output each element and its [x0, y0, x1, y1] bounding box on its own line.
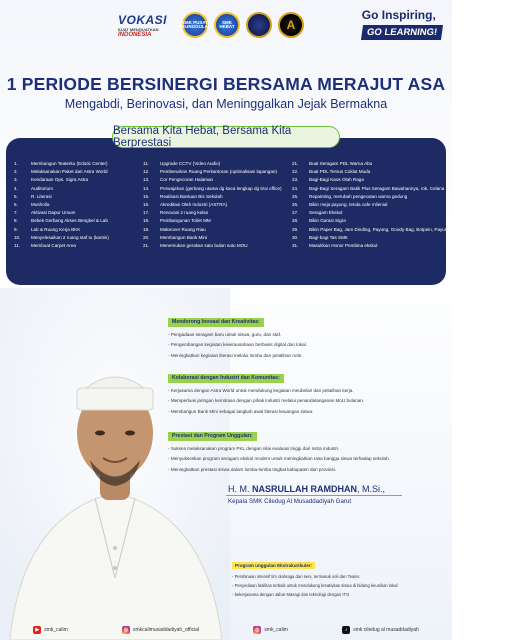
achievement-item: 6. Musholla [14, 202, 50, 208]
list-item: - Kerjasama dengan Astra World untuk mendukung kegiatan meubelair dan pelatihan kerja. [168, 386, 450, 397]
achievement-item: 24. Bagi-Bagi Seragam Batik Plus Seragam Bawahannya, rok, Celana [292, 185, 445, 191]
page-subtitle: Mengabdi, Berinovasi, dan Meninggalkan Jejak Bermakna [64, 97, 388, 111]
tiktok-icon: ♪ [342, 626, 350, 634]
list-item: - Pembinaan intensif tim olahraga dan seni, termasuk voli dan Teater. [232, 572, 444, 581]
slogan-line2: GO LEARNING! [361, 25, 443, 40]
achievement-item: 12. Pembenahan Ruang Perkantoran (optimalisasi lapangan) [143, 169, 277, 175]
achievement-item: 3. Kendaraan Ops. Sigra Astra [14, 177, 89, 183]
program-tag: Kolaborasi dengan Industri dan Komunitas: [168, 374, 284, 383]
list-item: - Pengembangan kegiatan kewirausahaan berbasis digital dan lokal. [168, 340, 450, 351]
achievement-item: 7. Aktivasi Dapur Umum [14, 210, 76, 216]
achievement-item: 23. Bagi-Bagi Kaos Olah Raga [292, 177, 364, 183]
social-tiktok[interactable]: ♪ smk ciledug al musaddadiyah [342, 626, 419, 634]
social-footer [0, 620, 452, 640]
achievement-item: 1. Membangun Teaterku (Edutic Center) [14, 161, 108, 166]
panel-title: Bersama Kita Hebat, Bersama Kita Berprestasi [112, 126, 340, 148]
social-instagram[interactable]: ◎ smk_calim [255, 627, 288, 633]
divider [226, 495, 402, 496]
achievement-item: 10. Menyelesaikan 2 ruang staf tu (kantin) [14, 234, 109, 240]
achievement-item: 9. Lab & Ruang Kerja BKK [14, 226, 81, 232]
achievement-item: 17. Renovasi 2 ruang kelas [143, 210, 209, 216]
list-item: - Sukses melaksanakan program PKL dengan nilai evaluasi tinggi dari mitra industri. [168, 444, 450, 455]
vokasi-logo: VOKASI KUAT MENGUATKAN INDONESIA [118, 12, 168, 38]
achievement-item: 31. Masukkan Honor Pembina ekskul [292, 243, 378, 249]
smk-pk-badge-icon: SMK PUSAT KEUNGGULAN [182, 12, 208, 38]
achievement-item: 21. Menemukan gerakan satu bulan satu MOU [143, 243, 248, 249]
achievement-item: 19. Makeover Ruang Riau [143, 226, 206, 232]
page-title: 1 PERIODE BERSINERGI BERSAMA MERAJUT ASA [6, 74, 446, 94]
program-tag: Prestasi dan Program Unggulan: [168, 432, 257, 441]
program-tag: Mendorong Inovasi dan Kreativitas: [168, 318, 264, 327]
list-item: - Meningkatkan prestasi siswa dalam lomba-lomba tingkat kabupaten dan provinsi. [168, 465, 450, 476]
achievements-column-3 [292, 160, 524, 250]
slogan [362, 8, 442, 40]
achievement-item: 26. Bikin meja payung, tenda cafe milenial [292, 202, 388, 208]
smk-hebat-badge-icon: SMK HEBAT [214, 12, 240, 38]
program-block-innovation [168, 310, 450, 361]
achievement-item: 16. Akreditasi Oleh Industri (ASTRA) [143, 202, 228, 208]
achievement-item: 14. Perwajahan (gerbang utama dg kaca lengkap dg tirai office) [143, 185, 282, 191]
achievement-item: 29. Bikin Paper Bag, Jam Dinding, Payung, Goody Bag, Botpein, Payung, Termos, Branding SMK dan lainnya [292, 226, 524, 232]
university-seal-icon [246, 12, 272, 38]
list-item: - Pengadaan seragam baru untuk siswa, guru, dan staf. [168, 330, 450, 341]
list-item: - Menyukseskan program seragam ekskul modern untuk meningkatkan rasa bangga siswa terhadap sekolah. [168, 454, 450, 465]
list-item: - bekerjasama dengan Jabar Masagi dan teknologi dengan ITG [232, 590, 444, 599]
program-block-collaboration [168, 366, 450, 417]
accreditation-badge-icon: A [278, 12, 304, 38]
achievement-item: 2. Melaksanakan Paket dari Astra World [14, 169, 108, 175]
achievement-item: 15. Realisasi Bantuan Bis Sekolah [143, 193, 223, 199]
achievement-item: 25. Repainting, merubah pengecatan warna gedung [292, 193, 408, 199]
instagram-icon: ◎ [123, 627, 129, 633]
extracurricular-block [232, 554, 444, 599]
achievements-column-2 [143, 160, 281, 250]
achievement-item: 11. Membuat Carpet Area [14, 243, 76, 249]
list-item: - Memperluas jaringan kemitraan dengan pihak industri melalui penandatanganan MoU bulanan. [168, 396, 450, 407]
principal-name: H. M. NASRULLAH RAMDHAN, M.Si., [228, 484, 386, 494]
list-item: - Meningkatkan kegiatan literasi melalui lomba dan pelatihan rutin. [168, 351, 450, 362]
achievement-item: 5. R. Literasi [14, 193, 52, 199]
achievement-item: 4. Auditorium [14, 185, 53, 191]
principal-role: Kepala SMK Ciledug Al Musaddadiyah Garut [228, 498, 352, 505]
achievement-item: 11. Upgrade CCTV (Video Audio) [143, 161, 221, 166]
social-instagram-official[interactable]: ◎ smkcalimusaddadiyah_official [123, 627, 200, 633]
achievement-item: 18. Pembangunan Toilet MM [143, 218, 211, 224]
achievement-item: 28. Bikin Garasi Sigra [292, 218, 346, 224]
program-tag: Program unggulan Ekstrakurikuler: [232, 562, 315, 569]
achievement-item: 30. Bagi-bagi Tas SMK [292, 234, 348, 240]
list-item: - Membangun Bank Mini sebagai langkah awal literasi keuangan siswa. [168, 407, 450, 418]
slogan-line1: Go Inspiring, [361, 8, 436, 22]
achievement-item: 21. Buat Seragam PDL Warna Abu [292, 161, 373, 166]
list-item: - Penyediaan fasilitas terbaik untuk mendukung kreativitas siswa di bidang keunikan lokal [232, 581, 444, 590]
instagram-icon: ◎ [255, 627, 260, 633]
program-block-achievement [168, 424, 450, 475]
social-youtube[interactable]: ▶ smk_calim [33, 626, 68, 634]
achievement-item: 8. Bebek Gerbang Akses Bengkel & Lab [14, 218, 108, 224]
achievement-item: 22. Buat PDL Tersus Coklat Muda [292, 169, 371, 175]
youtube-icon: ▶ [33, 626, 41, 634]
achievements-column-1 [14, 160, 109, 250]
header-logos [118, 8, 304, 42]
achievement-item: 27. Seragam Ekskul [292, 210, 343, 216]
achievement-item: 20. Membangun Bank Mini [143, 234, 207, 240]
achievement-item: 13. Cor Pengecoran Halaman [143, 177, 214, 183]
